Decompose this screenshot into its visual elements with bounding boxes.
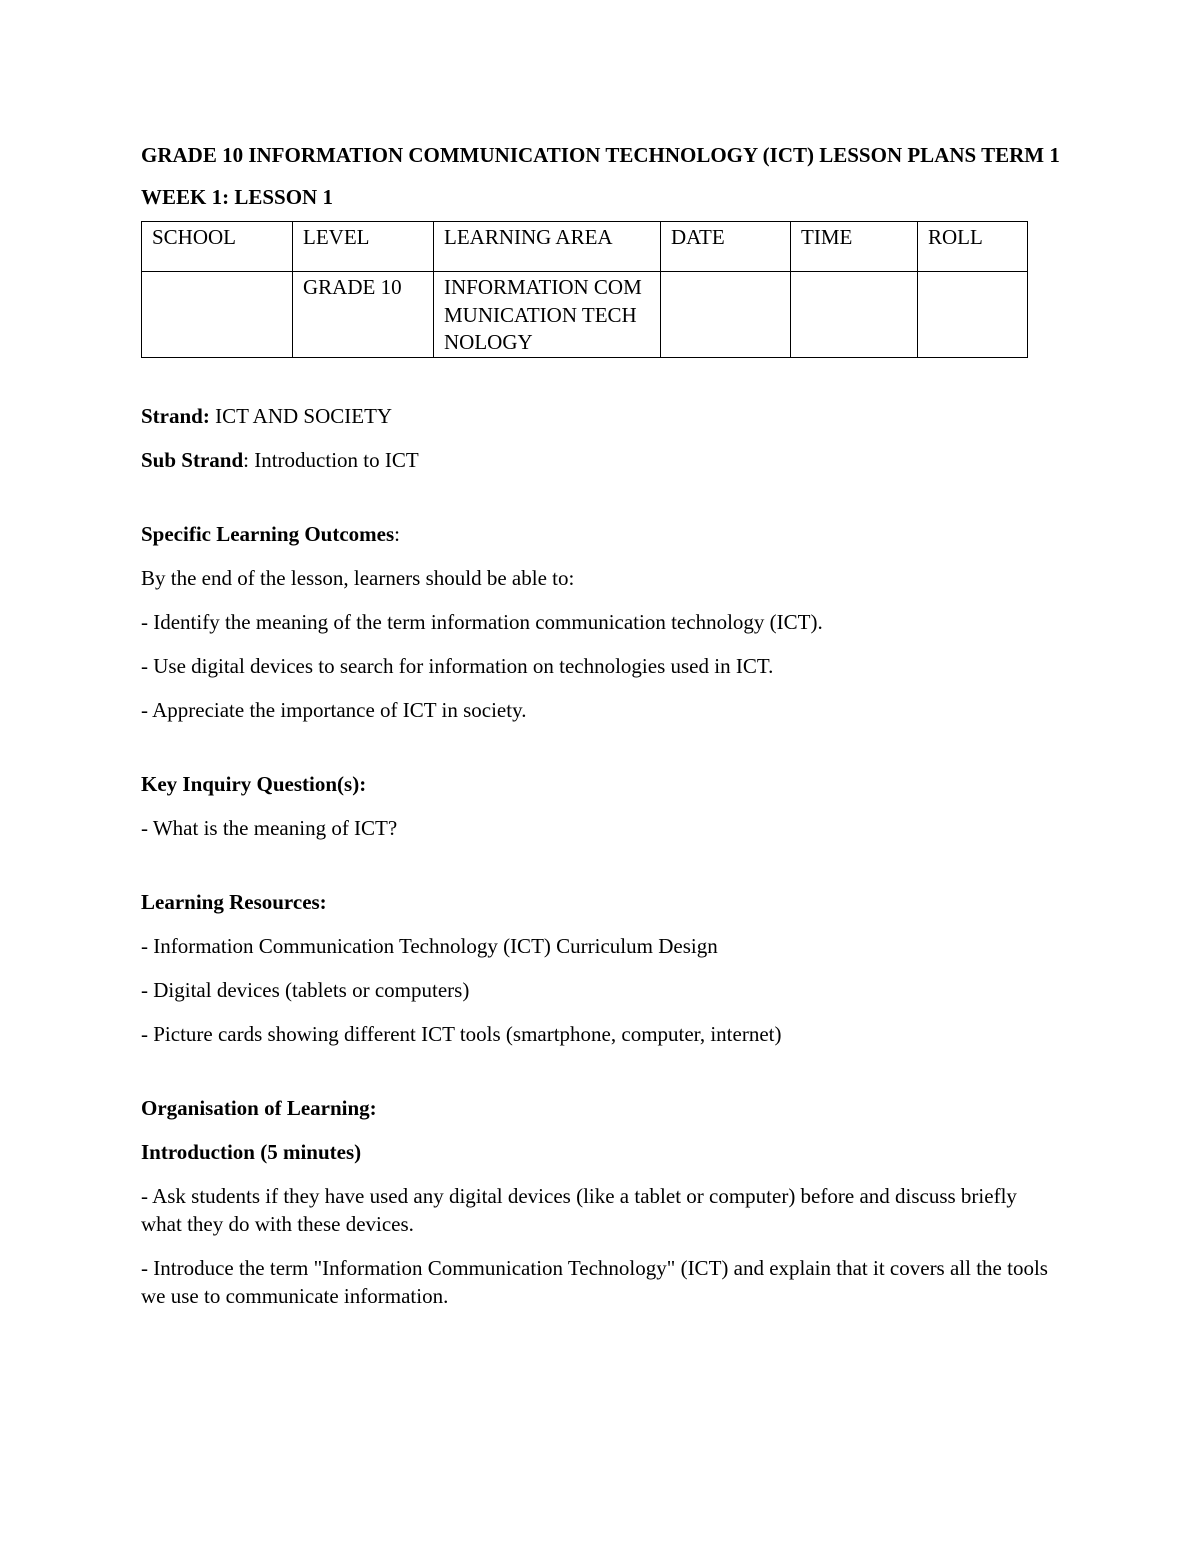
introduction-heading: Introduction (5 minutes)	[141, 1139, 362, 1164]
outcomes-heading: Specific Learning Outcomes	[141, 521, 395, 546]
table-header-row	[142, 222, 1028, 272]
resources-heading: Learning Resources:	[141, 889, 327, 914]
outcomes-heading-suffix: :	[394, 521, 400, 546]
list-item: - Information Communication Technology (ICT) Curriculum Design	[141, 933, 718, 958]
list-item: - What is the meaning of ICT?	[141, 815, 398, 840]
strand-line	[141, 402, 1061, 430]
outcomes-intro: By the end of the lesson, learners should be able to:	[141, 565, 575, 590]
list-item: - Appreciate the importance of ICT in society.	[141, 697, 527, 722]
organisation-heading: Organisation of Learning:	[141, 1095, 377, 1120]
header-school: SCHOOL	[142, 222, 293, 272]
cell-learning-area: INFORMATION COMMUNICATION TECHNOLOGY	[434, 272, 661, 358]
list-item: - Identify the meaning of the term information communication technology (ICT).	[141, 609, 823, 634]
header-roll: ROLL	[918, 222, 1028, 272]
sub-strand-label: Sub Strand	[141, 447, 244, 472]
cell-time	[791, 272, 918, 358]
header-time: TIME	[791, 222, 918, 272]
header-learning-area: LEARNING AREA	[434, 222, 661, 272]
inquiry-heading: Key Inquiry Question(s):	[141, 771, 367, 796]
document-title: GRADE 10 INFORMATION COMMUNICATION TECHNOLOGY (ICT) LESSON PLANS TERM 1	[141, 143, 1060, 167]
strand-value: ICT AND SOCIETY	[209, 403, 393, 428]
table-row	[142, 272, 1028, 358]
list-item: - Ask students if they have used any digital devices (like a tablet or computer) before and discuss briefly what they do with these devices.	[141, 1183, 1017, 1236]
week-lesson-heading: WEEK 1: LESSON 1	[141, 185, 333, 209]
list-item: - Use digital devices to search for information on technologies used in ICT.	[141, 653, 774, 678]
header-level: LEVEL	[293, 222, 434, 272]
document-page	[141, 141, 1061, 1310]
sub-strand-line	[141, 446, 1061, 474]
list-item: - Introduce the term "Information Communication Technology" (ICT) and explain that it covers all the tools we use to communicate information.	[141, 1255, 1048, 1308]
cell-level: GRADE 10	[293, 272, 434, 358]
sub-strand-value: : Introduction to ICT	[243, 447, 419, 472]
list-item: - Picture cards showing different ICT tools (smartphone, computer, internet)	[141, 1021, 782, 1046]
outcomes-heading-line	[141, 520, 1061, 548]
strand-label: Strand:	[141, 403, 210, 428]
list-item: - Digital devices (tablets or computers)	[141, 977, 470, 1002]
cell-date	[661, 272, 791, 358]
header-date: DATE	[661, 222, 791, 272]
cell-roll	[918, 272, 1028, 358]
lesson-info-table	[141, 221, 1028, 358]
cell-school	[142, 272, 293, 358]
